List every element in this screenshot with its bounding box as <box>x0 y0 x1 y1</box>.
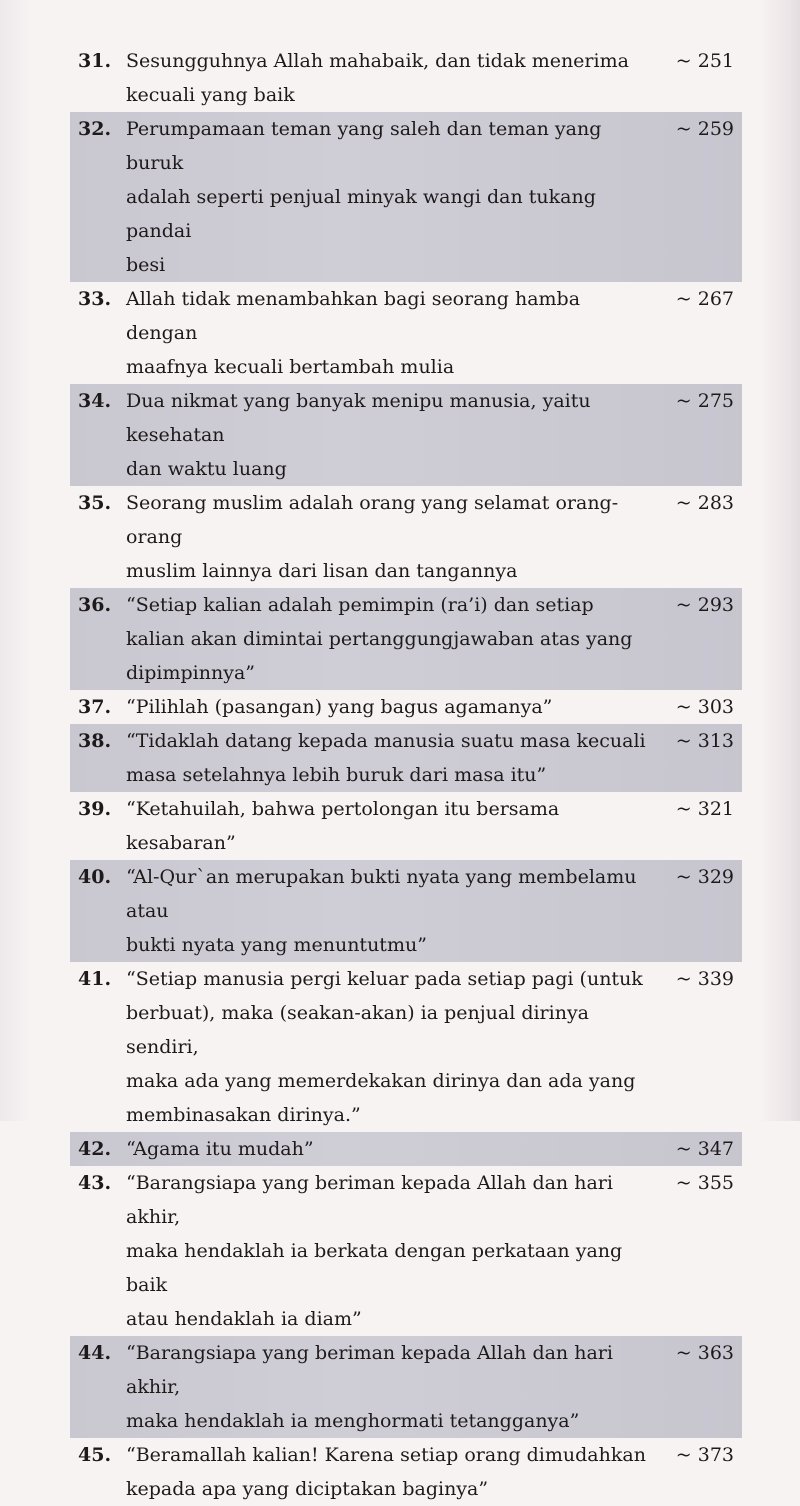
toc-entry <box>70 860 742 962</box>
entry-page-number: ~ 355 <box>675 1172 734 1194</box>
entry-title-line: “Barangsiapa yang beriman kepada Allah dan hari akhir, <box>126 1342 613 1398</box>
entry-page-number: ~ 321 <box>675 798 734 820</box>
toc-entry <box>70 690 742 724</box>
page-edge-left <box>0 0 30 1121</box>
entry-page-number: ~ 259 <box>675 118 734 140</box>
entry-title-line: muslim lainnya dari lisan dan tangannya <box>126 560 518 582</box>
entry-title <box>126 1336 654 1438</box>
entry-title-line: Allah tidak menambahkan bagi seorang hamba dengan <box>126 288 581 344</box>
entry-page-number: ~ 275 <box>675 390 734 412</box>
entry-number: 39. <box>78 798 112 820</box>
entry-title-line: “Setiap kalian adalah pemimpin (ra’i) dan setiap <box>126 594 594 616</box>
entry-title <box>126 1132 654 1166</box>
toc-entry <box>70 962 742 1132</box>
entry-title-line: “Setiap manusia pergi keluar pada setiap pagi (untuk <box>126 968 643 990</box>
entry-title-line: dan waktu luang <box>126 458 287 480</box>
entry-page-number: ~ 329 <box>675 866 734 888</box>
entry-title <box>126 792 654 860</box>
entry-title <box>126 962 654 1132</box>
entry-number: 38. <box>78 730 112 752</box>
toc-entry <box>70 1438 742 1506</box>
toc-entry <box>70 486 742 588</box>
entry-title-line: kalian akan dimintai pertanggungjawaban atas yang <box>126 628 633 650</box>
entry-title-line: kecuali yang baik <box>126 84 295 106</box>
entry-title <box>126 44 654 112</box>
entry-title <box>126 486 654 588</box>
entry-page-number: ~ 373 <box>675 1444 734 1466</box>
entry-title <box>126 384 654 486</box>
entry-title-line: Perumpamaan teman yang saleh dan teman yang buruk <box>126 118 602 174</box>
toc-entry <box>70 792 742 860</box>
entry-title-line: kepada apa yang diciptakan baginya” <box>126 1478 489 1500</box>
entry-number: 37. <box>78 696 112 718</box>
entry-title-line: maka ada yang memerdekakan dirinya dan ada yang <box>126 1070 636 1092</box>
entry-page-number: ~ 347 <box>675 1138 734 1160</box>
entry-title-line: berbuat), maka (seakan-akan) ia penjual dirinya sendiri, <box>126 1002 590 1058</box>
entry-title-line: “Barangsiapa yang beriman kepada Allah dan hari akhir, <box>126 1172 613 1228</box>
toc-entry <box>70 1336 742 1438</box>
entry-number: 45. <box>78 1444 112 1466</box>
entry-title-line: “Beramallah kalian! Karena setiap orang dimudahkan <box>126 1444 646 1466</box>
entry-title <box>126 724 654 792</box>
entry-page-number: ~ 251 <box>675 50 734 72</box>
entry-title-line: adalah seperti penjual minyak wangi dan tukang pandai <box>126 186 596 242</box>
entry-title-line: “Pilihlah (pasangan) yang bagus agamanya” <box>126 696 553 718</box>
entry-number: 44. <box>78 1342 112 1364</box>
entry-title-line: besi <box>126 254 166 276</box>
entry-title-line: dipimpinnya” <box>126 662 255 684</box>
entry-page-number: ~ 293 <box>675 594 734 616</box>
entry-number: 40. <box>78 866 112 888</box>
entry-page-number: ~ 303 <box>675 696 734 718</box>
entry-number: 34. <box>78 390 112 412</box>
entry-number: 33. <box>78 288 112 310</box>
toc-entry <box>70 384 742 486</box>
entry-title-line: membinasakan dirinya.” <box>126 1104 361 1126</box>
entry-title-line: Dua nikmat yang banyak menipu manusia, yaitu kesehatan <box>126 390 591 446</box>
page-edge-right <box>760 0 800 1121</box>
toc-entry <box>70 282 742 384</box>
entry-title <box>126 690 654 724</box>
entry-page-number: ~ 339 <box>675 968 734 990</box>
entry-number: 31. <box>78 50 112 72</box>
entry-title-line: “Tidaklah datang kepada manusia suatu masa kecuali <box>126 730 646 752</box>
entry-title-line: “Agama itu mudah” <box>126 1138 314 1160</box>
entry-number: 32. <box>78 118 112 140</box>
toc-entry <box>70 1132 742 1166</box>
entry-number: 41. <box>78 968 112 990</box>
entry-title-line: “Al-Qur`an merupakan bukti nyata yang membelamu atau <box>126 866 637 922</box>
entry-title-line: “Ketahuilah, bahwa pertolongan itu bersama kesabaran” <box>126 798 560 854</box>
entry-page-number: ~ 267 <box>675 288 734 310</box>
entry-title-line: Seorang muslim adalah orang yang selamat orang-orang <box>126 492 619 548</box>
entry-title <box>126 1438 654 1506</box>
toc-entry <box>70 588 742 690</box>
entry-number: 43. <box>78 1172 112 1194</box>
entry-title-line: Sesungguhnya Allah mahabaik, dan tidak menerima <box>126 50 629 72</box>
entry-title-line: bukti nyata yang menuntutmu” <box>126 934 427 956</box>
entry-title-line: maka hendaklah ia menghormati tetangganya” <box>126 1410 580 1432</box>
entry-title-line: masa setelahnya lebih buruk dari masa itu” <box>126 764 547 786</box>
entry-title <box>126 588 654 690</box>
entry-title <box>126 282 654 384</box>
entry-title <box>126 112 654 282</box>
entry-number: 36. <box>78 594 112 616</box>
entry-page-number: ~ 313 <box>675 730 734 752</box>
toc-entry <box>70 724 742 792</box>
toc-entry <box>70 1166 742 1336</box>
entry-number: 42. <box>78 1138 112 1160</box>
toc-entry <box>70 44 742 112</box>
entry-page-number: ~ 363 <box>675 1342 734 1364</box>
entry-title-line: atau hendaklah ia diam” <box>126 1308 362 1330</box>
table-of-contents <box>70 44 742 1506</box>
entry-title-line: maafnya kecuali bertambah mulia <box>126 356 455 378</box>
entry-number: 35. <box>78 492 112 514</box>
entry-title <box>126 1166 654 1336</box>
entry-title-line: maka hendaklah ia berkata dengan perkataan yang baik <box>126 1240 623 1296</box>
entry-page-number: ~ 283 <box>675 492 734 514</box>
toc-entry <box>70 112 742 282</box>
entry-title <box>126 860 654 962</box>
